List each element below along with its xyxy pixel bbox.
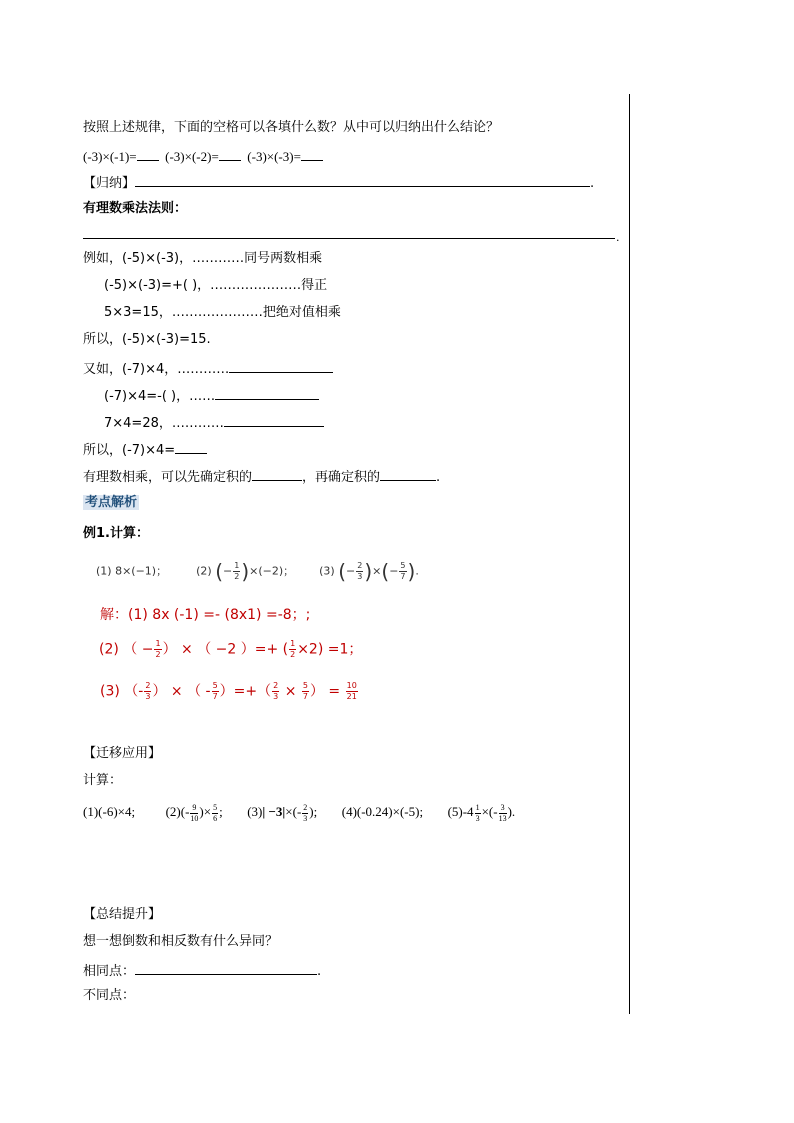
example2-blank1[interactable] (229, 358, 333, 373)
qianyi-label: 【迁移应用】 (83, 746, 162, 761)
answer-blank-3[interactable] (301, 146, 323, 161)
rule-blank-line[interactable] (83, 238, 615, 239)
solution-line3: (3) （- $\frac{2}{3}$ ） × （ - $\frac{5}{7}$ ）=+（ $\frac{2}{3}$ × $\frac{5}{7}$ ） = $\frac{10}{21}$ (100, 681, 357, 701)
rule-title: 有理数乘法法则： (83, 201, 188, 216)
diff-label: 不同点： (83, 988, 136, 1003)
example2-line3: 7×4=28，………… (104, 412, 324, 433)
summary-question: 想一想倒数和相反数有什么异同？ (83, 934, 279, 949)
blank-expr-1: (-3)×(-1)= (83, 149, 137, 164)
solution-line1: 解：(1) 8x (-1) =- (8x1) =-8；; (100, 607, 311, 623)
guina-label: 【归纳】 (83, 176, 136, 191)
exercise-line: (1)(-6)×4; (2)(- $\frac{9}{10}$ )× $\frac{5}{6}$ ; (3)| −3|×(- $\frac{2}{3}$ ); (4)(-0.24)×(-5); (5)-4 $\frac{1}{3}$ ×(- $\frac{3}{13}$ ). (83, 802, 516, 823)
example-label: 例1.计算： (83, 526, 149, 541)
summary-label: 【总结提升】 (83, 907, 162, 922)
solution-line2: (2) （ − $\frac{1}{2}$ ） × （ −2 ）=+ ( $\frac{1}{2}$ ×2) =1； (99, 639, 363, 659)
example2-line4: 所以，(-7)×4= (83, 439, 207, 460)
right-margin-rule (629, 94, 630, 1014)
problem-line: (1) 8×(−1)； (2) (− $\frac{1}{2}$ )×(−2)； (3) (− $\frac{2}{3}$ )×(− $\frac{5}{7}$ ). (96, 559, 419, 584)
frac-half: $\frac{1}{2}$ (234, 561, 240, 581)
blank-expr-3: (-3)×(-3)= (247, 149, 301, 164)
example2-blank3[interactable] (224, 412, 324, 427)
same-row: 相同点： . (83, 960, 321, 981)
blank-expr-2: (-3)×(-2)= (165, 149, 219, 164)
answer-blank-1[interactable] (137, 146, 159, 161)
same-blank[interactable] (135, 960, 317, 975)
example1-line4: 所以，(-5)×(-3)=15. (83, 332, 211, 347)
example2-line2: (-7)×4=-( )，…… (104, 385, 319, 406)
answer-blank-2[interactable] (219, 146, 241, 161)
guina-blank[interactable] (135, 172, 590, 187)
example1-line3: 5×3=15，…………………把绝对值相乘 (104, 305, 341, 320)
example2-line1: 又如，(-7)×4，………… (83, 358, 333, 379)
abs-blank[interactable] (380, 466, 436, 481)
section-heading-kaodian: 考点解析 (85, 495, 138, 510)
example1-line2: (-5)×(-3)=+( )，…………………得正 (104, 278, 328, 293)
intro-question: 按照上述规律，下面的空格可以各填什么数？从中可以归纳出什么结论？ (83, 120, 500, 135)
guina-row: 【归纳】 . (83, 172, 594, 193)
calc-label: 计算： (83, 773, 123, 788)
conclusion-line: 有理数相乘，可以先确定积的 ，再确定积的 . (83, 466, 440, 487)
example2-blank4[interactable] (175, 439, 207, 454)
example2-blank2[interactable] (215, 385, 319, 400)
blanks-row (83, 146, 323, 166)
example1-line1: 例如，(-5)×(-3)，…………同号两数相乘 (83, 251, 323, 266)
sign-blank[interactable] (252, 466, 302, 481)
